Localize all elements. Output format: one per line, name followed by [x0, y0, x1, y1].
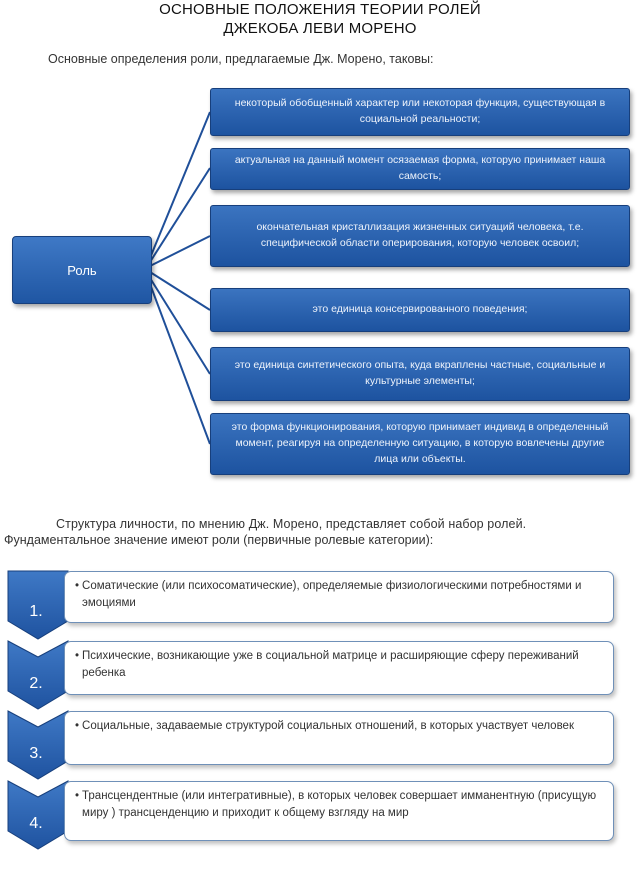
structure-text-line-1: Структура личности, по мнению Дж. Морено, представляет собой набор ролей. — [56, 517, 527, 531]
category-text-3: Социальные, задаваемые структурой социальных отношений, в которых участвует человек — [82, 720, 574, 732]
definition-box-5: это единица синтетического опыта, куда вкраплены частные, социальные и культурные элементы; — [210, 347, 630, 401]
definition-box-3: окончательная кристаллизация жизненных ситуаций человека, т.е. специфической области оперирования, которую человек освоил; — [210, 205, 630, 267]
structure-text-line-2: Фундаментальное значение имеют роли (первичные ролевые категории): — [4, 533, 434, 547]
category-box-1 — [64, 571, 614, 623]
category-box-4 — [64, 781, 614, 841]
connector-line-5 — [150, 278, 210, 374]
title-line-1: ОСНОВНЫЕ ПОЛОЖЕНИЯ ТЕОРИИ РОЛЕЙ — [159, 1, 481, 18]
connector-line-2 — [150, 168, 210, 262]
intro-text: Основные определения роли, предлагаемые Дж. Морено, таковы: — [48, 52, 434, 66]
connector-line-3 — [150, 236, 210, 266]
category-box-3 — [64, 711, 614, 765]
bullet-3: • — [75, 720, 80, 732]
bullet-2: • — [75, 650, 80, 662]
definition-box-4: это единица консервированного поведения; — [210, 288, 630, 332]
category-number-3: 3. — [29, 745, 43, 762]
category-text-1: Соматические (или психосоматические), определяемые физиологическими потребностями и эмоциями — [82, 580, 582, 609]
role-box: Роль — [12, 236, 152, 304]
category-box-2 — [64, 641, 614, 695]
category-number-2: 2. — [29, 675, 43, 692]
connector-line-1 — [150, 112, 210, 258]
category-text-2: Психические, возникающие уже в социальной матрице и расширяющие сферу переживаний ребенка — [82, 650, 579, 679]
title-line-2: ДЖЕКОБА ЛЕВИ МОРЕНО — [223, 20, 417, 37]
bullet-4: • — [75, 790, 80, 802]
category-number-4: 4. — [29, 815, 43, 832]
category-text-4: Трансцендентные (или интегративные), в которых человек совершает имманентную (присущую миру ) трансценденцию и приходит к общему взгляду на мир — [82, 790, 597, 819]
definition-box-2: актуальная на данный момент осязаемая форма, которую принимает наша самость; — [210, 148, 630, 190]
connector-line-6 — [150, 284, 210, 444]
category-number-1: 1. — [29, 603, 43, 620]
definition-box-1: некоторый обобщенный характер или некоторая функция, существующая в социальной реальности; — [210, 88, 630, 136]
definition-box-6: это форма функционирования, которую принимает индивид в определенный момент, реагируя на определенную ситуацию, в которую вовлечены другие лица или объекты. — [210, 413, 630, 475]
bullet-1: • — [75, 580, 80, 592]
